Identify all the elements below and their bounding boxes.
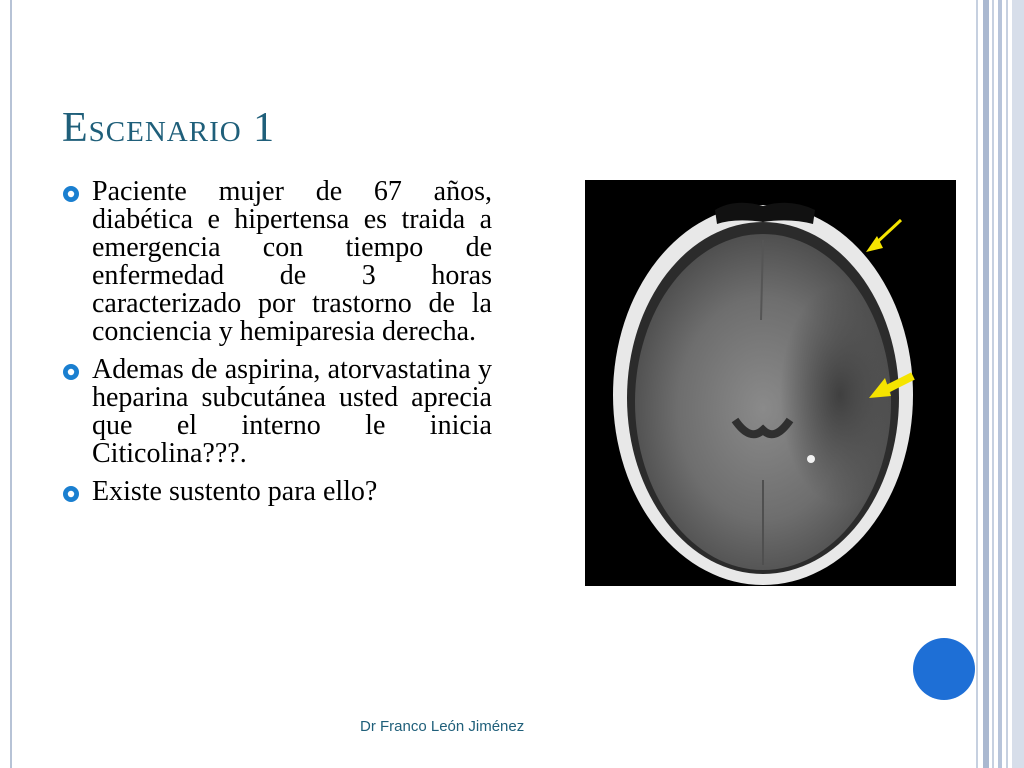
bullet-item — [62, 356, 492, 468]
frame-line-left — [10, 0, 12, 768]
footer-author: Dr Franco León Jiménez — [360, 718, 525, 735]
accent-circle — [913, 638, 975, 700]
bullet-ring-icon — [62, 185, 80, 203]
brain-ct-scan-image — [585, 180, 956, 586]
bullet-ring-icon — [62, 485, 80, 503]
bullet-text: Paciente mujer de 67 años, diabética e hipertensa es traida a emergencia con tiempo de enfermedad de 3 horas caracterizado por trastorno de la conciencia y hemiparesia derecha. — [92, 176, 492, 347]
bullet-item — [62, 478, 492, 506]
bullet-list — [62, 178, 492, 516]
ct-scan-drawing — [585, 180, 956, 586]
slide-title: Escenario 1 — [62, 105, 276, 151]
bullet-ring-icon — [62, 363, 80, 381]
frame-stripe — [1012, 0, 1024, 768]
frame-stripe — [1006, 0, 1008, 768]
bullet-text: Ademas de aspirina, atorvastatina y heparina subcutánea usted aprecia que el interno le inicia Citicolina???. — [92, 354, 492, 469]
hyperdense-spot — [807, 455, 815, 463]
frame-stripe — [992, 0, 994, 768]
frame-stripe — [976, 0, 978, 768]
frame-stripe — [983, 0, 989, 768]
arrow-thin-icon — [866, 220, 901, 252]
bullet-text: Existe sustento para ello? — [92, 476, 378, 507]
frame-stripe — [998, 0, 1002, 768]
bullet-item — [62, 178, 492, 346]
